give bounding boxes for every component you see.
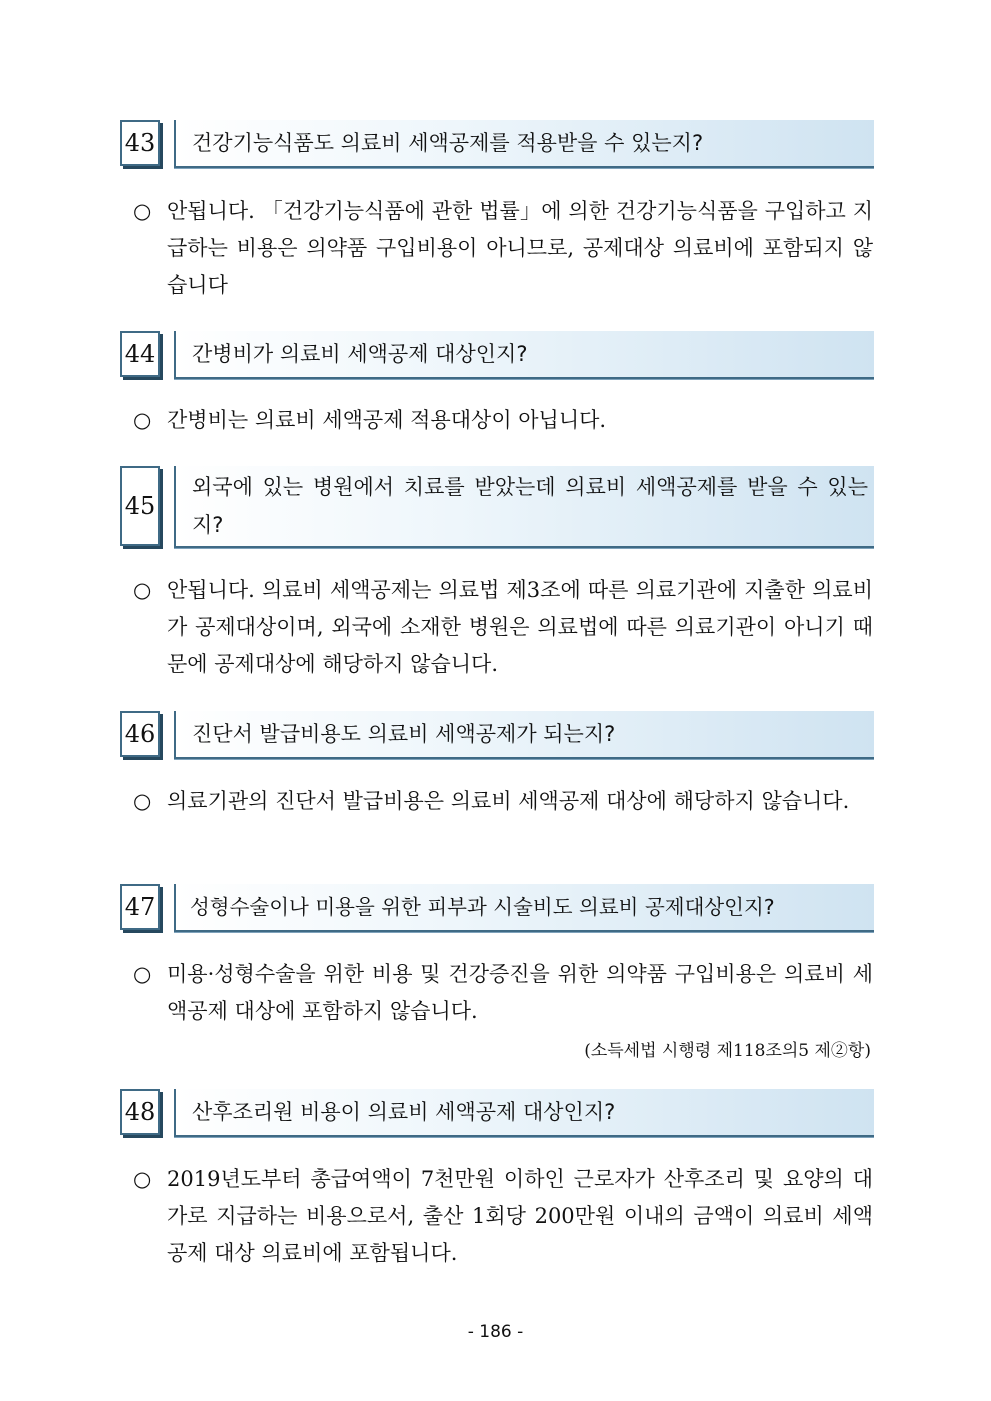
answer-text: 의료기관의 진단서 발급비용은 의료비 세액공제 대상에 해당하지 않습니다. <box>167 789 850 813</box>
answer-48 <box>133 1161 873 1272</box>
question-number: 47 <box>120 884 160 930</box>
bullet-icon: ○ <box>133 199 152 223</box>
bullet-icon: ○ <box>133 789 152 813</box>
question-text: 산후조리원 비용이 의료비 세액공제 대상인지? <box>174 1089 874 1135</box>
answer-46 <box>133 783 873 820</box>
question-text: 간병비가 의료비 세액공제 대상인지? <box>174 331 874 377</box>
question-43 <box>120 120 874 166</box>
question-text: 외국에 있는 병원에서 치료를 받았는데 의료비 세액공제를 받을 수 있는지? <box>174 466 874 546</box>
question-47 <box>120 884 874 930</box>
question-text: 성형수술이나 미용을 위한 피부과 시술비도 의료비 공제대상인지? <box>174 884 874 930</box>
answer-text: 안됩니다. 「건강기능식품에 관한 법률」에 의한 건강기능식품을 구입하고 지급하는 비용은 의약품 구입비용이 아니므로, 공제대상 의료비에 포함되지 않습니다 <box>167 199 873 297</box>
question-text: 진단서 발급비용도 의료비 세액공제가 되는지? <box>174 711 874 757</box>
question-48 <box>120 1089 874 1135</box>
question-text: 건강기능식품도 의료비 세액공제를 적용받을 수 있는지? <box>174 120 874 166</box>
bullet-icon: ○ <box>133 578 152 602</box>
question-45 <box>120 466 874 546</box>
question-number: 43 <box>120 120 160 166</box>
bullet-icon: ○ <box>133 1167 152 1191</box>
answer-text: 미용·성형수술을 위한 비용 및 건강증진을 위한 의약품 구입비용은 의료비 세액공제 대상에 포함하지 않습니다. <box>167 962 873 1023</box>
answer-45 <box>133 572 873 683</box>
answer-text: 2019년도부터 총급여액이 7천만원 이하인 근로자가 산후조리 및 요양의 대가로 지급하는 비용으로서, 출산 1회당 200만원 이내의 금액이 의료비 세액공제 대상 의료비에 포함됩니다. <box>167 1167 873 1265</box>
answer-text: 안됩니다. 의료비 세액공제는 의료법 제3조에 따른 의료기관에 지출한 의료비가 공제대상이며, 외국에 소재한 병원은 의료법에 따른 의료기관이 아니기 때문에 공제대상에 해당하지 않습니다. <box>167 578 873 676</box>
bullet-icon: ○ <box>133 408 152 432</box>
bullet-icon: ○ <box>133 962 152 986</box>
question-number: 46 <box>120 711 160 757</box>
answer-text: 간병비는 의료비 세액공제 적용대상이 아닙니다. <box>167 408 607 432</box>
question-number: 44 <box>120 331 160 377</box>
answer-43 <box>133 193 873 304</box>
question-number: 45 <box>120 466 160 546</box>
question-44 <box>120 331 874 377</box>
question-46 <box>120 711 874 757</box>
answer-47 <box>133 956 873 1030</box>
answer-44 <box>133 402 873 439</box>
law-reference: (소득세법 시행령 제118조의5 제②항) <box>584 1041 871 1061</box>
question-number: 48 <box>120 1089 160 1135</box>
page-number: - 186 - <box>467 1322 524 1342</box>
